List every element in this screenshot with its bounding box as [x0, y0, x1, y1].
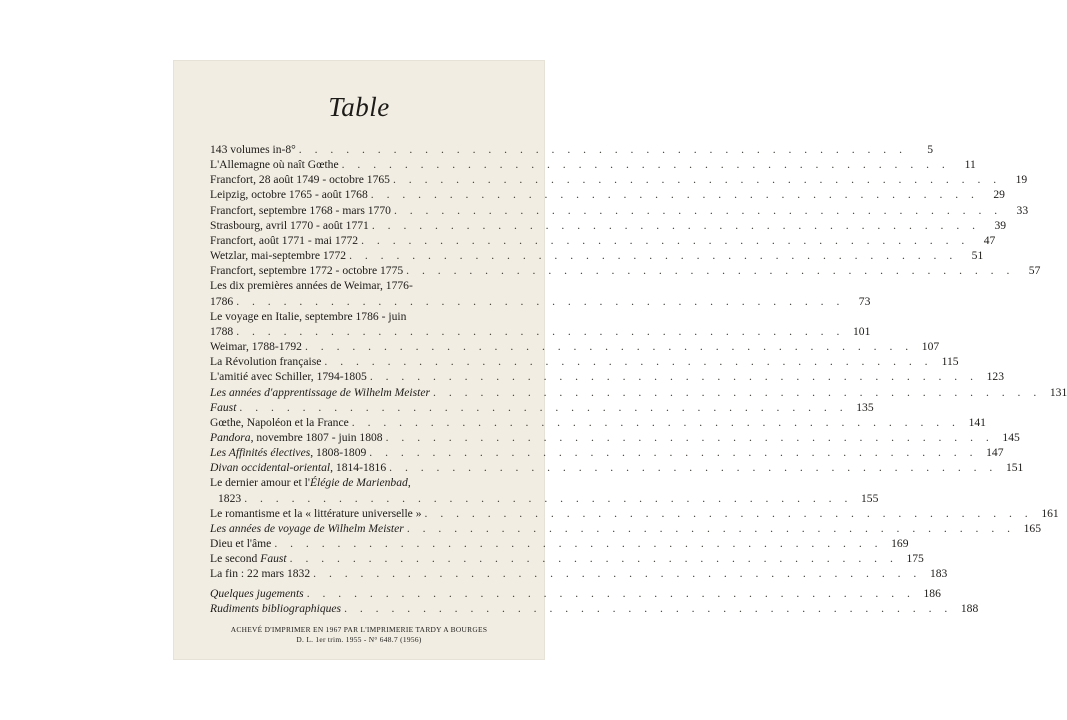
toc-entry-line [210, 294, 871, 309]
dot-leader: . . . . . . . . . . . . . . . . . . . . . . . . . . . . . . . . . . . . . . . [406, 521, 1016, 535]
toc-page-number: 5 [927, 143, 933, 156]
toc-entry-title-cont: 1823 [218, 491, 242, 505]
toc-entry [210, 601, 979, 616]
toc-entry-title: Rudiments bibliographiques [210, 601, 342, 615]
toc-entry-title: Le romantisme et la « littérature universelle » [210, 506, 422, 520]
toc-entry-title: Les années d'apprentissage de Wilhelm Meister [210, 385, 431, 399]
toc-entry [210, 460, 1024, 475]
toc-entry [210, 203, 1029, 218]
toc-entry [210, 187, 1005, 202]
toc-entry-line [210, 309, 502, 324]
toc-entry [210, 385, 1067, 400]
toc-entry-title: L'Allemagne où naît Gœthe [210, 158, 339, 172]
toc-entry-title-end: , [407, 476, 411, 490]
toc-page-number: 169 [891, 537, 909, 551]
toc-entry-title: Gœthe, Napoléon et la France [210, 415, 349, 429]
toc-page-number: 165 [1023, 521, 1042, 535]
toc-entry-title: La Révolution française [210, 355, 322, 369]
toc-page-number: 188 [960, 601, 979, 615]
page-title: Table [328, 92, 390, 122]
dot-leader: . . . . . . . . . . . . . . . . . . . . . . . . . . . . . . . . . . . . . . . [324, 355, 933, 369]
toc-page-number: 73 [858, 294, 871, 308]
toc-entry [210, 369, 1004, 384]
toc-entry-title: Francfort, août 1771 - mai 1772 [210, 233, 359, 247]
toc-entry-title-rest: , novembre 1807 - juin 1808 [250, 430, 383, 444]
toc-entry-title: 143 volumes in-8° [210, 143, 296, 156]
toc-page-number: 141 [968, 415, 986, 429]
toc-entry-title [210, 445, 366, 460]
toc-page-number: 51 [971, 249, 984, 263]
dot-leader: . . . . . . . . . . . . . . . . . . . . . . . . . . . . . . . . . . . . . . . [236, 294, 845, 308]
toc-entry [210, 475, 879, 505]
toc-entry [210, 430, 1020, 445]
toc-page-number: 19 [1015, 173, 1028, 187]
toc-entry [210, 233, 996, 248]
dot-leader: . . . . . . . . . . . . . . . . . . . . . . . . . . . . . . . . . . . . . . . [306, 586, 915, 600]
dot-leader: . . . . . . . . . . . . . . . . . . . . . . . . . . . . . . . . . . . . . . . [406, 264, 1015, 278]
toc-entry [210, 445, 1004, 460]
dot-leader: . . . . . . . . . . . . . . . . . . . . . . . . . . . . . . . . . . . . . . . [433, 385, 1042, 399]
toc-entry-line [210, 475, 502, 490]
toc-entry-title-plain: Le second [210, 552, 261, 566]
toc-page-number: 115 [941, 355, 959, 369]
toc-entry [210, 586, 941, 601]
dot-leader: . . . . . . . . . . . . . . . . . . . . . . . . . . . . . . . . . . . . . . . [344, 601, 953, 615]
toc-entry [210, 415, 986, 430]
toc-entry [210, 551, 924, 566]
toc-entry [210, 354, 959, 369]
toc-entry [210, 309, 871, 339]
toc-page-number: 33 [1016, 203, 1029, 217]
toc-entry-title: Les années de voyage de Wilhelm Meister [210, 521, 404, 535]
toc-entry-title-cont: 1786 [210, 294, 234, 308]
toc-entry-title [210, 551, 287, 566]
dot-leader: . . . . . . . . . . . . . . . . . . . . . . . . . . . . . . . . . . . . . . . [369, 446, 978, 460]
toc-entry-title: Quelques jugements [210, 586, 304, 600]
toc-entry-title-italic: Les Affinités électives [210, 446, 311, 460]
toc-entry-title-plain: Le dernier amour et l' [210, 476, 310, 490]
toc-entry [210, 218, 1007, 233]
dot-leader: . . . . . . . . . . . . . . . . . . . . . . . . . . . . . . . . . . . . . . . [304, 340, 914, 354]
dot-leader: . . . . . . . . . . . . . . . . . . . . . . . . . . . . . . . . . . . . . . . [371, 218, 981, 232]
toc-page-number: 39 [994, 218, 1007, 232]
dot-leader: . . . . . . . . . . . . . . . . . . . . . . . . . . . . . . . . . . . . . . . [341, 158, 950, 172]
dot-leader: . . . . . . . . . . . . . . . . . . . . . . . . . . . . . . . . . . . . . . . [239, 400, 848, 414]
toc-entry-title: Le voyage en Italie, septembre 1786 - juin [210, 309, 407, 323]
toc-entry-title-italic: Divan occidental-oriental [210, 461, 331, 475]
dot-leader: . . . . . . . . . . . . . . . . . . . . . . . . . . . . . . . . . . . . . . . [385, 430, 994, 444]
dot-leader: . . . . . . . . . . . . . . . . . . . . . . . . . . . . . . . . . . . . . . . [313, 567, 922, 581]
toc-entry [210, 263, 1041, 278]
toc-entry [210, 142, 933, 157]
toc-entry [210, 339, 940, 354]
toc-entry-title: La fin : 22 mars 1832 [210, 567, 311, 581]
toc-page-number: 147 [986, 446, 1004, 460]
toc-entry-title: Les dix premières années de Weimar, 1776- [210, 279, 413, 293]
colophon-line: ACHEVÉ D'IMPRIMER EN 1967 PAR L'IMPRIMERIE TARDY A BOURGES [230, 625, 488, 634]
dot-leader: . . . . . . . . . . . . . . . . . . . . . . . . . . . . . . . . . . . . . . . [351, 415, 960, 429]
toc-page-number: 11 [964, 158, 976, 172]
toc-entry-title [210, 475, 411, 490]
toc-entry-title: Strasbourg, avril 1770 - août 1771 [210, 218, 369, 232]
toc-page-number: 107 [921, 340, 940, 354]
toc-entry-title: Francfort, septembre 1768 - mars 1770 [210, 203, 391, 217]
toc-entry-line [210, 491, 879, 506]
toc-entry [210, 278, 871, 308]
toc-page-number: 29 [993, 188, 1005, 202]
dot-leader: . . . . . . . . . . . . . . . . . . . . . . . . . . . . . . . . . . . . . . . [289, 552, 898, 566]
toc-entry-title [210, 430, 383, 445]
toc-entry-title [210, 460, 386, 475]
dot-leader: . . . . . . . . . . . . . . . . . . . . . . . . . . . . . . . . . . . . . . . [361, 233, 970, 247]
toc-page-number: 135 [856, 400, 874, 414]
toc-page-number: 186 [923, 586, 941, 600]
dot-leader: . . . . . . . . . . . . . . . . . . . . . . . . . . . . . . . . . . . . . . . [244, 491, 853, 505]
dot-leader: . . . . . . . . . . . . . . . . . . . . . . . . . . . . . . . . . . . . . . . [424, 506, 1033, 520]
toc-entry [210, 157, 976, 172]
toc-page-number: 155 [860, 491, 879, 505]
toc-entry-title: Francfort, septembre 1772 - octobre 1775 [210, 264, 404, 278]
toc-page-number: 57 [1028, 264, 1041, 278]
book-page [173, 60, 1067, 660]
toc-entry-title-italic: Faust [260, 552, 287, 566]
toc-page-number: 131 [1049, 385, 1067, 399]
toc-entry-title-italic: Élégie de Marienbad [309, 476, 408, 490]
toc-page-number: 123 [986, 370, 1004, 384]
dot-leader: . . . . . . . . . . . . . . . . . . . . . . . . . . . . . . . . . . . . . . . [236, 324, 845, 338]
colophon [173, 625, 545, 645]
toc-page-number: 183 [929, 567, 948, 581]
toc-entry [210, 521, 1042, 536]
toc-entry-title-cont: 1788 [210, 324, 234, 338]
toc-entry [210, 400, 874, 415]
toc-entry-title: Faust [210, 400, 237, 414]
toc-page-number: 145 [1002, 430, 1020, 444]
toc-page-number: 47 [983, 233, 996, 247]
dot-leader: . . . . . . . . . . . . . . . . . . . . . . . . . . . . . . . . . . . . . . . [298, 143, 907, 156]
toc-entry [210, 248, 984, 263]
table-of-contents [210, 142, 1067, 616]
toc-entry-title: Dieu et l'âme [210, 537, 272, 551]
toc-entry-title-italic: Pandora [210, 430, 251, 444]
toc-entry [210, 536, 909, 551]
colophon-line: D. L. 1er trim. 1955 - N° 648.7 (1956) [296, 635, 422, 644]
toc-entry-line [210, 278, 502, 293]
toc-entry-title-rest: , 1814-1816 [330, 461, 387, 475]
toc-entry [210, 566, 948, 581]
dot-leader: . . . . . . . . . . . . . . . . . . . . . . . . . . . . . . . . . . . . . . . [349, 249, 958, 263]
toc-entry-title-rest: , 1808-1809 [310, 446, 367, 460]
toc-entry-title: Wetzlar, mai-septembre 1772 [210, 249, 347, 263]
toc-entry-title: Weimar, 1788-1792 [210, 340, 302, 354]
dot-leader: . . . . . . . . . . . . . . . . . . . . . . . . . . . . . . . . . . . . . . . [370, 188, 979, 202]
toc-entry [210, 172, 1028, 187]
dot-leader: . . . . . . . . . . . . . . . . . . . . . . . . . . . . . . . . . . . . . . . [369, 370, 978, 384]
dot-leader: . . . . . . . . . . . . . . . . . . . . . . . . . . . . . . . . . . . . . . . [393, 203, 1003, 217]
toc-entry-title: Leipzig, octobre 1765 - août 1768 [210, 188, 368, 202]
toc-page-number: 101 [852, 324, 871, 338]
toc-page-number: 175 [906, 552, 924, 566]
toc-entry [210, 506, 1059, 521]
toc-page-number: 161 [1041, 506, 1059, 520]
dot-leader: . . . . . . . . . . . . . . . . . . . . . . . . . . . . . . . . . . . . . . . [389, 461, 998, 475]
toc-page-number: 151 [1005, 461, 1024, 475]
toc-entry-title: Francfort, 28 août 1749 - octobre 1765 [210, 173, 390, 187]
dot-leader: . . . . . . . . . . . . . . . . . . . . . . . . . . . . . . . . . . . . . . . [274, 537, 883, 551]
dot-leader: . . . . . . . . . . . . . . . . . . . . . . . . . . . . . . . . . . . . . . . [392, 173, 1002, 187]
toc-entry-line [210, 324, 871, 339]
toc-entry-title: L'amitié avec Schiller, 1794-1805 [210, 370, 367, 384]
